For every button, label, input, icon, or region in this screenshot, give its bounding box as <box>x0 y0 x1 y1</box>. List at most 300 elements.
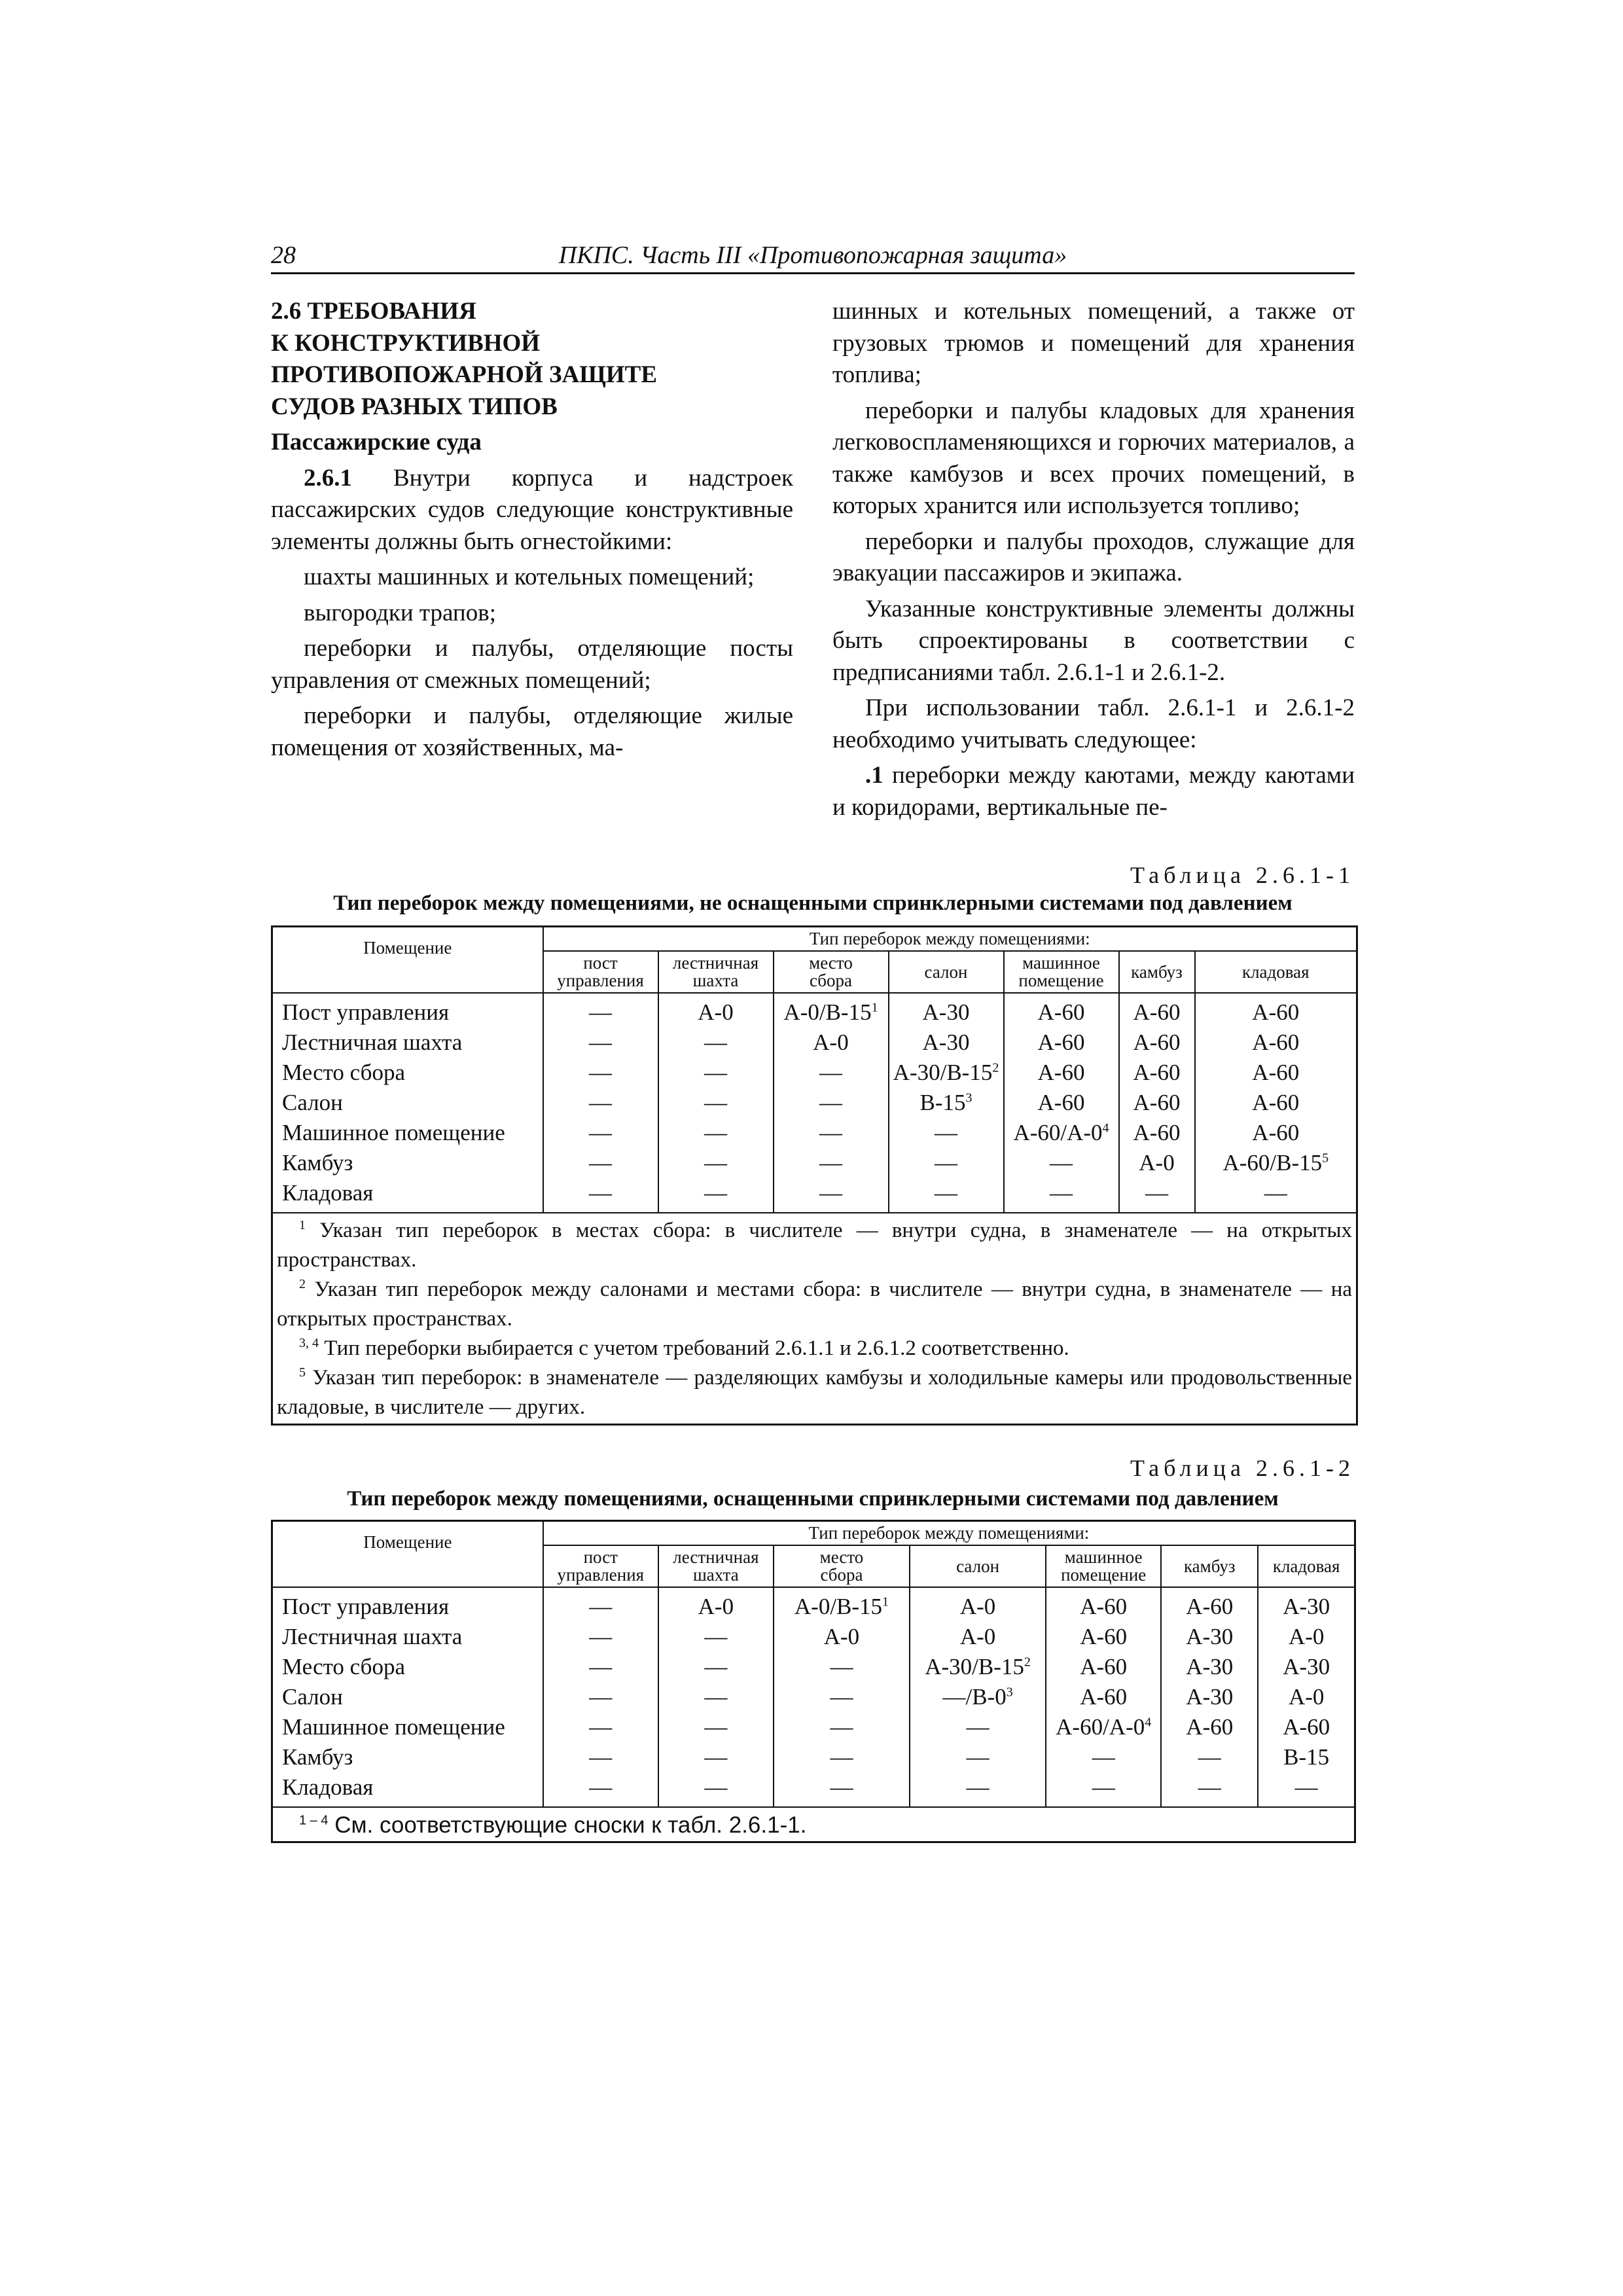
cell-value: А-60 <box>1080 1684 1128 1710</box>
column-group-header: Тип переборок между помещениями: <box>543 1521 1355 1546</box>
table-cell <box>1195 1148 1357 1178</box>
table-cell <box>658 1118 774 1148</box>
cell-value: А-30 <box>922 999 970 1025</box>
column-group-header: Тип переборок между помещениями: <box>543 927 1357 952</box>
table-cell <box>1195 1088 1357 1118</box>
row-header-cell <box>272 1178 543 1213</box>
table-notes <box>272 1807 1355 1842</box>
cell-value: А-0 <box>959 1594 996 1619</box>
column-header <box>658 1545 774 1587</box>
cell-value: А-0 <box>823 1624 860 1649</box>
footnote <box>277 1275 1352 1334</box>
cell-value: А-0 <box>1288 1624 1325 1649</box>
table-cell <box>910 1652 1046 1682</box>
cell-value: — <box>589 1684 613 1710</box>
section-title <box>271 296 793 423</box>
cell-value: — <box>589 1120 612 1145</box>
row-header-cell <box>272 1148 543 1178</box>
list-item-continued: шинных и котельных помещений, а также от грузовых трюмов и помещений для хранения топлива; <box>832 298 1355 388</box>
cell-value: — <box>819 1090 842 1115</box>
cell-value: А-60 <box>1133 999 1181 1025</box>
table-cell <box>658 1028 774 1058</box>
column-header <box>774 951 889 993</box>
cell-value: А-60 <box>1133 1030 1181 1055</box>
table-cell <box>543 1587 658 1622</box>
footnote-mark: 3, 4 <box>299 1336 319 1350</box>
table-1-caption: Тип переборок между помещениями, не оснащенными спринклерными системами под давлением <box>333 891 1293 915</box>
table-cell <box>658 1178 774 1213</box>
table-row <box>272 1652 1355 1682</box>
cell-value: А-60 <box>1252 1090 1300 1115</box>
table-cell <box>1195 993 1357 1028</box>
cell-value: А-0 <box>1139 1150 1175 1175</box>
cell-value: — <box>819 1120 842 1145</box>
column-header-top: лестничная <box>672 953 759 973</box>
table-header-row <box>272 927 1357 952</box>
cell-value: Место сбора <box>282 1060 405 1085</box>
table-row <box>272 1587 1355 1622</box>
table-row <box>272 993 1357 1028</box>
table-cell <box>1004 993 1119 1028</box>
cell-value: А-60 <box>1080 1594 1128 1619</box>
cell-value: А-30/В-15 <box>925 1654 1024 1679</box>
table-cell <box>1161 1682 1258 1712</box>
table-cell <box>774 1028 889 1058</box>
cell-value: — <box>935 1180 957 1206</box>
column-header <box>658 951 774 993</box>
cell-value: — <box>1145 1180 1168 1206</box>
cell-value: — <box>704 1030 727 1055</box>
table-cell <box>543 1742 658 1772</box>
section-title-line: 2.6 ТРЕБОВАНИЯ <box>271 298 476 325</box>
table-body <box>272 1587 1355 1807</box>
paragraph-item-1 <box>832 760 1355 823</box>
footnote-ref: 4 <box>1145 1715 1152 1730</box>
table-cell <box>1161 1712 1258 1742</box>
table-cell <box>658 1772 774 1807</box>
section-title-line: К КОНСТРУКТИВНОЙ <box>271 329 541 357</box>
cell-value: А-0 <box>698 999 734 1025</box>
cell-value: А-0 <box>1288 1684 1325 1710</box>
table-cell <box>1004 1088 1119 1118</box>
footnote-ref: 1 <box>882 1594 889 1609</box>
cell-value: А-0 <box>813 1030 849 1055</box>
cell-value: А-30 <box>1186 1624 1234 1649</box>
table-cell <box>1195 1058 1357 1088</box>
cell-value: — <box>704 1684 728 1710</box>
cell-value: А-0/В-15 <box>783 999 872 1025</box>
paragraph-2-6-1 <box>271 463 793 558</box>
cell-value: Камбуз <box>282 1744 353 1770</box>
row-header-cell <box>272 1712 543 1742</box>
cell-value: — <box>589 1150 612 1175</box>
table-cell <box>543 1682 658 1712</box>
list-item: переборки и палубы проходов, служащие для эвакуации пассажиров и экипажа. <box>832 528 1355 586</box>
column-header-top: пост <box>583 953 618 973</box>
cell-value: А-60 <box>1186 1714 1234 1740</box>
right-column <box>832 296 1355 827</box>
cell-value: А-60 <box>1252 1030 1300 1055</box>
table-cell <box>1258 1712 1355 1742</box>
column-header-room: Помещение <box>272 1521 543 1588</box>
footnote-ref: 5 <box>1322 1151 1329 1166</box>
table-cell <box>543 1178 658 1213</box>
page-header <box>271 240 1355 274</box>
cell-value: А-60 <box>1186 1594 1234 1619</box>
row-header-cell <box>272 1028 543 1058</box>
table-cell <box>1258 1772 1355 1807</box>
footnote-mark: 2 <box>299 1277 306 1291</box>
footnote-ref: 2 <box>1024 1655 1031 1670</box>
paragraph-text: Внутри корпуса и надстроек пассажирских судов следующие конструктивные элементы должны быть огнестойкими: <box>271 464 793 555</box>
cell-value: — <box>704 1714 728 1740</box>
cell-value: — <box>589 1624 613 1649</box>
table-cell <box>658 1148 774 1178</box>
footnote-ref: 4 <box>1102 1121 1109 1136</box>
table-cell <box>889 1118 1004 1148</box>
cell-value: — <box>589 1744 613 1770</box>
table-row <box>272 1028 1357 1058</box>
table-cell <box>774 1712 910 1742</box>
cell-value: — <box>704 1090 727 1115</box>
table-cell <box>1161 1622 1258 1652</box>
row-header-cell <box>272 1682 543 1712</box>
column-header-bottom: помещение <box>1061 1565 1147 1585</box>
cell-value: — <box>830 1654 853 1679</box>
footnote-ref: 3 <box>1006 1685 1013 1700</box>
cell-value: А-60/А-0 <box>1013 1120 1103 1145</box>
table-cell <box>774 993 889 1028</box>
table-cell <box>543 993 658 1028</box>
table-row <box>272 1712 1355 1742</box>
column-header-top: место <box>819 1547 864 1567</box>
table-cell <box>658 1682 774 1712</box>
cell-value: Кладовая <box>282 1774 374 1800</box>
cell-value: Машинное помещение <box>282 1714 505 1740</box>
column-header-top: лестничная <box>673 1547 759 1567</box>
cell-value: А-60 <box>1133 1090 1181 1115</box>
table-cell <box>543 1028 658 1058</box>
cell-value: А-60 <box>1283 1714 1330 1740</box>
column-header <box>1004 951 1119 993</box>
cell-value: — <box>704 1624 728 1649</box>
column-header-top: место <box>809 953 853 973</box>
table-cell <box>889 993 1004 1028</box>
table-cell <box>1119 1118 1195 1148</box>
column-header: салон <box>889 951 1004 993</box>
table-notes-row <box>272 1807 1355 1842</box>
cell-value: — <box>704 1654 728 1679</box>
column-header-top: машинное <box>1022 953 1100 973</box>
footnote-mark: 5 <box>299 1365 306 1380</box>
table-cell <box>658 1058 774 1088</box>
table-cell <box>543 1148 658 1178</box>
cell-value: — <box>589 1594 613 1619</box>
table-cell <box>658 1088 774 1118</box>
table-cell <box>1046 1712 1161 1742</box>
table-row <box>272 1118 1357 1148</box>
table-cell <box>1161 1587 1258 1622</box>
cell-value: А-30 <box>922 1030 970 1055</box>
cell-value: — <box>819 1180 842 1206</box>
table-notes-row <box>272 1213 1357 1425</box>
column-header <box>543 1545 658 1587</box>
cell-value: Пост управления <box>282 1594 450 1619</box>
table-cell <box>658 1712 774 1742</box>
column-header-bottom: управления <box>557 1565 645 1585</box>
table-cell <box>774 1058 889 1088</box>
cell-value: — <box>589 1774 613 1800</box>
table-cell <box>889 1088 1004 1118</box>
row-header-cell <box>272 1587 543 1622</box>
left-column <box>271 296 793 768</box>
cell-value: — <box>935 1120 957 1145</box>
table-cell <box>910 1712 1046 1742</box>
cell-value: А-30 <box>1186 1684 1234 1710</box>
table-cell <box>889 1058 1004 1088</box>
cell-value: Кладовая <box>282 1180 374 1206</box>
cell-value: — <box>589 1180 612 1206</box>
table-cell <box>1119 1088 1195 1118</box>
table-cell <box>1046 1622 1161 1652</box>
table-row <box>272 1682 1355 1712</box>
cell-value: Пост управления <box>282 999 450 1025</box>
table-cell <box>543 1652 658 1682</box>
column-header: кладовая <box>1258 1545 1355 1587</box>
footnote <box>277 1216 1352 1275</box>
cell-value: А-0/В-15 <box>794 1594 883 1619</box>
cell-value: — <box>830 1684 853 1710</box>
table-cell <box>543 1772 658 1807</box>
cell-value: А-60 <box>1037 999 1085 1025</box>
table-row <box>272 1088 1357 1118</box>
section-title-line: ПРОТИВОПОЖАРНОЙ ЗАЩИТЕ <box>271 361 658 388</box>
paragraph-number: 2.6.1 <box>304 464 352 492</box>
footnote-ref: 1 <box>871 1000 878 1015</box>
list-item: переборки и палубы кладовых для хранения легковоспламеняющихся и горючих материалов, а также камбузов и всех прочих помещений, в которых хранится или используется топливо; <box>832 397 1355 519</box>
cell-value: — <box>1264 1180 1287 1206</box>
table-cell <box>1004 1028 1119 1058</box>
column-header-bottom: управления <box>557 971 644 990</box>
row-header-cell <box>272 1772 543 1807</box>
table-2-6-1-2 <box>271 1520 1356 1843</box>
cell-value: А-60 <box>1037 1090 1085 1115</box>
cell-value: А-30/В-15 <box>893 1060 993 1085</box>
table-cell <box>774 1148 889 1178</box>
table-cell <box>1119 993 1195 1028</box>
cell-value: А-60 <box>1133 1060 1181 1085</box>
cell-value: — <box>704 1180 727 1206</box>
row-header-cell <box>272 1118 543 1148</box>
table-cell <box>658 1622 774 1652</box>
table-cell <box>1004 1148 1119 1178</box>
table-cell <box>543 1088 658 1118</box>
table-cell <box>910 1742 1046 1772</box>
footnote-text: См. соответствующие сноски к табл. 2.6.1-1. <box>328 1812 807 1838</box>
table-cell <box>543 1058 658 1088</box>
cell-value: — <box>819 1150 842 1175</box>
table-cell <box>774 1088 889 1118</box>
row-header-cell <box>272 1058 543 1088</box>
cell-value: — <box>1092 1744 1115 1770</box>
table-cell <box>543 1622 658 1652</box>
cell-value: Лестничная шахта <box>282 1624 463 1649</box>
row-header-cell <box>272 1622 543 1652</box>
footnote <box>277 1334 1352 1363</box>
column-header <box>774 1545 910 1587</box>
column-header-top: пост <box>583 1547 618 1567</box>
table-cell <box>1161 1742 1258 1772</box>
cell-value: А-30 <box>1283 1654 1330 1679</box>
table-cell <box>1004 1178 1119 1213</box>
table-notes <box>272 1213 1357 1425</box>
cell-value: А-60 <box>1133 1120 1181 1145</box>
footnote-ref: 3 <box>965 1090 972 1105</box>
paragraph: Указанные конструктивные элементы должны быть спроектированы в соответствии с предписаниями табл. 2.6.1-1 и 2.6.1-2. <box>832 595 1355 686</box>
cell-value: — <box>589 1060 612 1085</box>
cell-value: — <box>935 1150 957 1175</box>
cell-value: — <box>1294 1774 1318 1800</box>
column-header: камбуз <box>1119 951 1195 993</box>
table-cell <box>1004 1118 1119 1148</box>
table-row <box>272 1622 1355 1652</box>
list-item: переборки и палубы, отделяющие жилые помещения от хозяйственных, ма- <box>271 702 793 761</box>
table-cell <box>1119 1058 1195 1088</box>
cell-value: Место сбора <box>282 1654 405 1679</box>
footnote-text: Указан тип переборок: в знаменателе — разделяющих камбузы и холодильные камеры или продовольственные кладовые, в числителе — других. <box>277 1366 1353 1419</box>
paragraph-text: переборки между каютами, между каютами и коридорами, вертикальные пе- <box>832 762 1355 821</box>
table-body <box>272 993 1357 1213</box>
column-header: камбуз <box>1161 1545 1258 1587</box>
table-cell <box>910 1622 1046 1652</box>
table-2-6-1-1 <box>271 925 1358 1426</box>
table-cell <box>1119 1028 1195 1058</box>
cell-value: А-60 <box>1037 1060 1085 1085</box>
cell-value: А-0 <box>698 1594 734 1619</box>
table-cell <box>774 1118 889 1148</box>
cell-value: — <box>589 999 612 1025</box>
cell-value: А-60 <box>1080 1654 1128 1679</box>
column-header-bottom: помещение <box>1018 971 1104 990</box>
cell-value: Салон <box>282 1090 343 1115</box>
cell-value: — <box>704 1150 727 1175</box>
table-cell <box>1046 1742 1161 1772</box>
table-cell <box>1119 1148 1195 1178</box>
cell-value: — <box>1198 1774 1221 1800</box>
running-title: ПКПС. Часть III «Противопожарная защита» <box>558 242 1067 269</box>
table-1-label: Таблица 2.6.1-1 <box>1130 862 1355 888</box>
row-header-cell <box>272 1742 543 1772</box>
cell-value: А-30 <box>1283 1594 1330 1619</box>
cell-value: А-60 <box>1037 1030 1085 1055</box>
column-header: салон <box>910 1545 1046 1587</box>
table-cell <box>889 1178 1004 1213</box>
table-cell <box>774 1772 910 1807</box>
table-cell <box>1195 1028 1357 1058</box>
cell-value: А-60 <box>1252 1120 1300 1145</box>
cell-value: — <box>1050 1150 1073 1175</box>
table-cell <box>910 1682 1046 1712</box>
table-row <box>272 1058 1357 1088</box>
column-header: кладовая <box>1195 951 1357 993</box>
list-item: шахты машинных и котельных помещений; <box>304 564 755 590</box>
cell-value: — <box>1092 1774 1115 1800</box>
table-cell <box>774 1622 910 1652</box>
table-header-row <box>272 1521 1355 1546</box>
table-cell <box>658 1742 774 1772</box>
table-cell <box>774 1742 910 1772</box>
table-cell <box>889 1028 1004 1058</box>
cell-value: А-60 <box>1252 1060 1300 1085</box>
cell-value: — <box>704 1060 727 1085</box>
cell-value: — <box>1050 1180 1073 1206</box>
table-cell <box>1161 1772 1258 1807</box>
table-cell <box>774 1652 910 1682</box>
cell-value: Лестничная шахта <box>282 1030 463 1055</box>
column-header <box>1046 1545 1161 1587</box>
table-cell <box>1046 1652 1161 1682</box>
cell-value: А-60 <box>1252 999 1300 1025</box>
table-cell <box>774 1587 910 1622</box>
table-cell <box>1258 1682 1355 1712</box>
table-cell <box>910 1587 1046 1622</box>
table-cell <box>910 1772 1046 1807</box>
cell-value: А-30 <box>1186 1654 1234 1679</box>
row-header-cell <box>272 993 543 1028</box>
cell-value: — <box>819 1060 842 1085</box>
cell-value: — <box>1198 1744 1221 1770</box>
section-title-line: СУДОВ РАЗНЫХ ТИПОВ <box>271 393 558 420</box>
page-number: 28 <box>271 242 296 269</box>
table-cell <box>1258 1652 1355 1682</box>
footnote-ref: 2 <box>992 1060 999 1075</box>
cell-value: В-15 <box>919 1090 966 1115</box>
table-row <box>272 1148 1357 1178</box>
footnote-mark: 1 – 4 <box>299 1813 329 1828</box>
column-header <box>543 951 658 993</box>
table-cell <box>1004 1058 1119 1088</box>
cell-value: — <box>830 1774 853 1800</box>
table-cell <box>1258 1742 1355 1772</box>
table-cell <box>774 1682 910 1712</box>
table-cell <box>658 1652 774 1682</box>
row-header-cell <box>272 1088 543 1118</box>
paragraph: При использовании табл. 2.6.1-1 и 2.6.1-2 необходимо учитывать следующее: <box>832 694 1355 753</box>
table-cell <box>889 1148 1004 1178</box>
column-header-bottom: сбора <box>820 1565 863 1585</box>
footnote-text: Тип переборки выбирается с учетом требований 2.6.1.1 и 2.6.1.2 соответственно. <box>319 1336 1069 1360</box>
table-cell <box>1195 1178 1357 1213</box>
footnote <box>277 1363 1352 1422</box>
table-row <box>272 1772 1355 1807</box>
cell-value: — <box>704 1744 728 1770</box>
cell-value: Салон <box>282 1684 343 1710</box>
cell-value: —/В-0 <box>942 1684 1007 1710</box>
cell-value: — <box>830 1714 853 1740</box>
table-cell <box>658 1587 774 1622</box>
table-row <box>272 1178 1357 1213</box>
cell-value: А-60/В-15 <box>1222 1150 1323 1175</box>
list-item: выгородки трапов; <box>304 599 496 626</box>
column-header-room: Помещение <box>272 927 543 994</box>
cell-value: — <box>589 1714 613 1740</box>
table-2-caption: Тип переборок между помещениями, оснащенными спринклерными системами под давлением <box>347 1487 1279 1511</box>
cell-value: — <box>589 1090 612 1115</box>
table-cell <box>543 1118 658 1148</box>
cell-value: В-15 <box>1283 1744 1330 1770</box>
cell-value: — <box>704 1120 727 1145</box>
table-cell <box>1046 1682 1161 1712</box>
